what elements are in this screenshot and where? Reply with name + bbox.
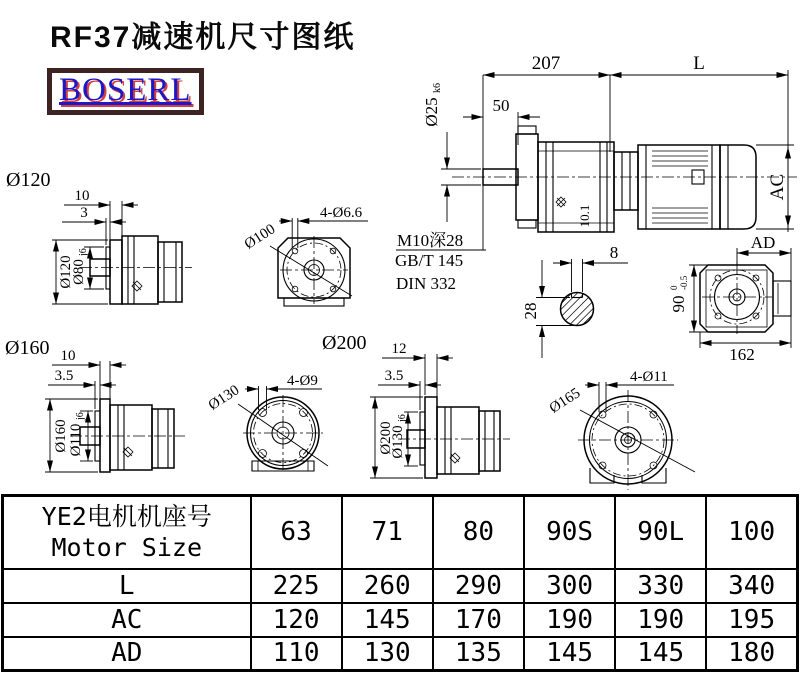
dim-spigot: Ø130 [390,425,406,459]
bolt-note-200: 4-Ø11 [630,369,668,385]
dim-spigot: Ø80 [71,259,87,285]
cell-AC-80: 170 [433,603,524,637]
main-side-view [422,53,797,250]
motor-size-table [1,494,799,672]
dim-AD: AD [750,233,776,252]
oil-plug-icon [556,197,566,207]
cell-AD-90L: 145 [615,637,706,671]
page-title: RF37减速机尺寸图纸 [50,21,356,54]
dim-flange-od: Ø120 [58,255,74,289]
cell-L-80: 290 [433,569,524,603]
bolt-note-160: 4-Ø9 [287,373,318,389]
col-80: 80 [433,496,524,569]
dim-90-tol-upper: 0 [669,285,679,290]
row-label-L: L [3,569,251,603]
brand-logo-text: BOSERL [59,72,192,108]
cell-L-100: 340 [706,569,797,603]
dim-key-width: 8 [609,243,619,262]
dim-90: 90 [669,295,688,313]
motor-rear-view [669,233,791,364]
table-row-L [3,569,798,603]
note-gbt: GB/T 145 [395,251,464,270]
dim-spigot-tol: j6 [75,412,86,420]
dim-AC: AC [767,173,788,201]
cell-L-90S: 300 [524,569,615,603]
table-header-row [3,496,798,569]
dim-spigot: Ø110 [68,423,84,457]
dim-shaft-height: 28 [521,302,540,320]
dim-flange-od: Ø160 [53,419,69,453]
bolt-circle-120: Ø100 [241,221,279,253]
dim-L: L [693,53,705,74]
dim-flange-od: Ø200 [378,421,394,455]
bolt-circle-160: Ø130 [205,382,243,414]
cell-L-90L: 330 [615,569,706,603]
dim-shaft-tol: k6 [432,83,443,93]
note-m10: M10深28 [397,231,464,250]
dim-10-1: 10.1 [577,204,592,228]
flange-120-label: Ø120 [6,169,51,191]
dim-step: 3.5 [54,368,74,384]
dim-162: 162 [729,345,755,364]
dim-spigot-tol: j6 [78,248,89,256]
shaft-keyway-section [521,243,628,358]
header-motor-size [3,496,251,569]
col-63: 63 [251,496,342,569]
dim-flange-thk: 10 [74,188,90,204]
flange-160-side-view [5,337,185,472]
bolt-circle-200: Ø165 [546,385,584,417]
row-label-AC: AC [3,603,251,637]
dim-207: 207 [531,53,561,74]
flange-200-label: Ø200 [322,332,367,354]
dim-flange-thk: 12 [391,341,407,357]
center-hole-notes [395,231,486,293]
row-label-AD: AD [3,637,251,671]
col-90L: 90L [615,496,706,569]
flange-200-side-view [322,332,510,478]
dim-step: 3.5 [384,368,404,384]
col-100: 100 [706,496,797,569]
cell-AD-71: 130 [342,637,433,671]
cell-AD-100: 180 [706,637,797,671]
cell-L-63: 225 [251,569,342,603]
header-cn: YE2电机机座号 [41,502,212,531]
note-din: DIN 332 [396,274,456,293]
cell-AD-80: 135 [433,637,524,671]
cell-AC-90S: 190 [524,603,615,637]
dim-flange-thk: 10 [60,348,76,364]
table-row-AD [3,637,798,671]
dim-90-tol-lower: -0.5 [679,275,689,290]
cell-AC-100: 195 [706,603,797,637]
dim-shaft-dia: Ø25 [422,97,441,127]
cell-AD-63: 110 [251,637,342,671]
cell-AC-90L: 190 [615,603,706,637]
header-en: Motor Size [51,533,202,563]
flange-100-front-view [242,205,368,306]
flange-130-front-view [206,373,328,473]
dim-step: 3 [80,205,88,221]
bolt-note-120: 4-Ø6.6 [320,205,363,221]
dim-50: 50 [492,96,510,115]
cell-AC-63: 120 [251,603,342,637]
dim-spigot-tol: j6 [397,414,408,422]
cell-L-71: 260 [342,569,433,603]
col-90S: 90S [524,496,615,569]
flange-165-front-view [547,369,695,490]
flange-120-side-view [6,169,192,304]
cell-AC-71: 145 [342,603,433,637]
col-71: 71 [342,496,433,569]
cell-AD-90S: 145 [524,637,615,671]
table-row-AC [3,603,798,637]
flange-160-label: Ø160 [5,337,50,359]
